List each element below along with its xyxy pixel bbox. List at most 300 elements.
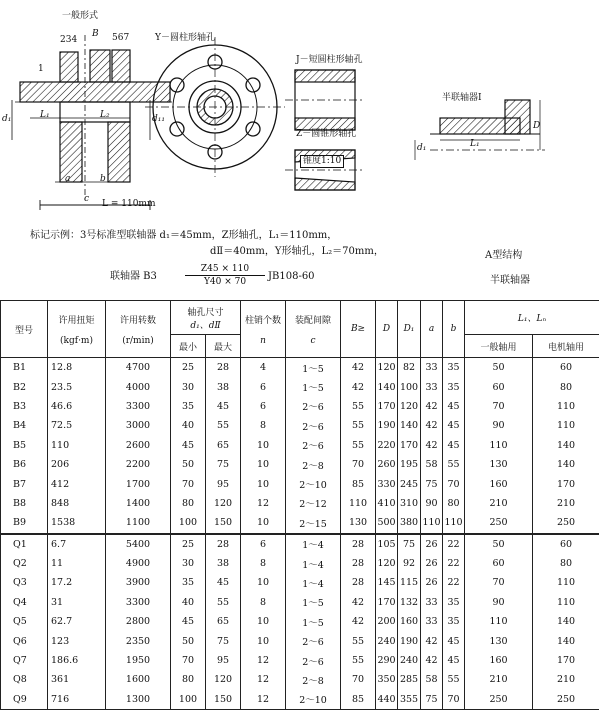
table-cell: 26 (421, 573, 443, 592)
table-cell: 170 (376, 397, 398, 416)
table-cell: 5400 (106, 534, 171, 554)
table-cell: 28 (341, 534, 376, 554)
table-cell: 6 (241, 534, 286, 554)
a-label: a (65, 175, 70, 184)
table-cell: 10 (241, 513, 286, 533)
dII-label: d₁₁ (152, 115, 165, 124)
table-cell: 1600 (106, 670, 171, 689)
table-cell: 2350 (106, 631, 171, 650)
header-bore-max: 最大 (206, 335, 241, 358)
table-cell: 80 (533, 554, 599, 573)
model-cell: Q2 (1, 554, 48, 573)
table-cell: 210 (465, 494, 533, 513)
part-1-label: 1 (38, 65, 44, 74)
table-cell: 350 (376, 670, 398, 689)
table-cell: 60 (465, 377, 533, 396)
model-cell: B1 (1, 358, 48, 378)
header-speed (106, 301, 171, 358)
table-cell: 220 (376, 436, 398, 455)
part-numbers-left: 234 (60, 36, 77, 45)
model-cell: Q8 (1, 670, 48, 689)
part-numbers-right: 567 (112, 34, 129, 43)
table-row (1, 534, 599, 554)
table-cell: 310 (398, 494, 421, 513)
table-cell: 140 (533, 612, 599, 631)
table-cell: 2～10 (286, 474, 341, 493)
table-cell: 206 (48, 455, 106, 474)
table-cell: 285 (398, 670, 421, 689)
table-cell: 140 (533, 631, 599, 650)
half-coupling-view (415, 100, 545, 160)
table-cell: 72.5 (48, 416, 106, 435)
table-cell: 260 (376, 455, 398, 474)
table-cell: 500 (376, 513, 398, 533)
table-cell: 30 (171, 377, 206, 396)
L1-label: L₁ (40, 111, 50, 120)
example-line-2: dⅡ＝40mm，Y形轴孔，L₂＝70mm， (210, 246, 384, 257)
table-cell: 45 (443, 397, 465, 416)
table-cell: 2～8 (286, 670, 341, 689)
table-cell: 355 (398, 690, 421, 710)
table-cell: 195 (398, 455, 421, 474)
table-cell: 42 (421, 436, 443, 455)
table-cell: 1400 (106, 494, 171, 513)
model-cell: B5 (1, 436, 48, 455)
table-cell: 10 (241, 455, 286, 474)
table-cell: 2600 (106, 436, 171, 455)
table-cell: 110 (533, 573, 599, 592)
table-cell: 120 (206, 494, 241, 513)
model-cell: B3 (1, 397, 48, 416)
table-cell: 55 (206, 593, 241, 612)
table-cell: 80 (443, 494, 465, 513)
table-cell: 12 (241, 651, 286, 670)
table-cell: 1～5 (286, 377, 341, 396)
model-cell: B4 (1, 416, 48, 435)
table-cell: 35 (443, 358, 465, 378)
table-cell: 45 (171, 436, 206, 455)
table-cell: 160 (465, 651, 533, 670)
table-cell: 33 (421, 377, 443, 396)
table-cell: 75 (398, 534, 421, 554)
group-b-rows (1, 358, 599, 534)
table-cell: 62.7 (48, 612, 106, 631)
table-cell: 1～4 (286, 573, 341, 592)
z-bore-label: Z－圆锥形轴孔 (296, 130, 356, 139)
table-row (1, 554, 599, 573)
table-row (1, 397, 599, 416)
table-row (1, 377, 599, 396)
table-cell: 100 (171, 690, 206, 710)
table-cell: 55 (206, 416, 241, 435)
table-cell: 10 (241, 631, 286, 650)
table-row (1, 416, 599, 435)
table-cell: 35 (171, 573, 206, 592)
table-cell: 10 (241, 612, 286, 631)
table-cell: 38 (206, 554, 241, 573)
table-cell: 70 (443, 474, 465, 493)
y-bore-label: Y－圆柱形轴孔 (155, 34, 215, 43)
table-cell: 1～5 (286, 358, 341, 378)
header-pins (241, 301, 286, 358)
table-cell: 70 (171, 474, 206, 493)
table-cell: 60 (533, 534, 599, 554)
table-cell: 250 (533, 690, 599, 710)
table-cell: 110 (421, 513, 443, 533)
table-cell: 55 (341, 416, 376, 435)
table-cell: 8 (241, 416, 286, 435)
d1-label: d₁ (2, 115, 11, 124)
header-bore-min: 最小 (171, 335, 206, 358)
table-cell: 1～5 (286, 593, 341, 612)
table-cell: 240 (376, 631, 398, 650)
table-cell: 95 (206, 474, 241, 493)
table-cell: 186.6 (48, 651, 106, 670)
table-cell: 45 (443, 651, 465, 670)
table-cell: 110 (465, 612, 533, 631)
table-cell: 140 (398, 416, 421, 435)
table-cell: 12.8 (48, 358, 106, 378)
table-cell: 410 (376, 494, 398, 513)
table-cell: 3300 (106, 397, 171, 416)
table-row (1, 670, 599, 689)
table-cell: 380 (398, 513, 421, 533)
table-cell: 412 (48, 474, 106, 493)
header-torque-unit: (kgf·m) (60, 336, 93, 346)
table-cell: 50 (171, 631, 206, 650)
table-cell: 210 (465, 670, 533, 689)
table-cell: 140 (376, 377, 398, 396)
table-cell: 38 (206, 377, 241, 396)
header-B: B≥ (341, 301, 376, 358)
table-row (1, 651, 599, 670)
table-cell: 80 (171, 494, 206, 513)
table-cell: 23.5 (48, 377, 106, 396)
table-cell: 28 (341, 573, 376, 592)
d1-right-label: d₁ (417, 144, 426, 153)
table-cell: 42 (341, 377, 376, 396)
table-row (1, 436, 599, 455)
header-b: b (443, 301, 465, 358)
table-cell: 3900 (106, 573, 171, 592)
fraction-numerator: Z45 × 110 (185, 264, 265, 276)
model-cell: Q6 (1, 631, 48, 650)
L2-label: L₂ (100, 111, 110, 120)
model-cell: Q5 (1, 612, 48, 631)
table-cell: 70 (341, 455, 376, 474)
table-cell: 42 (341, 593, 376, 612)
table-cell: 45 (443, 631, 465, 650)
table-cell: 50 (465, 358, 533, 378)
standard-number: JB108-60 (268, 271, 315, 282)
table-cell: 848 (48, 494, 106, 513)
table-cell: 25 (171, 534, 206, 554)
table-cell: 361 (48, 670, 106, 689)
table-cell: 35 (443, 377, 465, 396)
table-cell: 1100 (106, 513, 171, 533)
table-cell: 140 (533, 455, 599, 474)
header-bore-label: 轴孔尺寸 (188, 308, 224, 318)
table-cell: 85 (341, 690, 376, 710)
table-cell: 33 (421, 612, 443, 631)
table-cell: 85 (341, 474, 376, 493)
table-cell: 1950 (106, 651, 171, 670)
table-cell: 8 (241, 554, 286, 573)
table-cell: 2～8 (286, 455, 341, 474)
L1-right-label: L₁ (470, 140, 480, 149)
header-speed-label: 许用转数 (120, 316, 156, 326)
table-cell: 17.2 (48, 573, 106, 592)
b-dimension-label: B (92, 30, 99, 39)
header-gap-symbol: c (310, 336, 315, 346)
type-a-label: A型结构 (485, 250, 522, 261)
table-cell: 1～4 (286, 554, 341, 573)
header-L-general: 一般轴用 (465, 335, 533, 358)
model-cell: Q3 (1, 573, 48, 592)
table-cell: 2～10 (286, 690, 341, 710)
table-cell: 150 (206, 513, 241, 533)
model-cell: B8 (1, 494, 48, 513)
table-cell: 40 (171, 416, 206, 435)
table-cell: 170 (398, 436, 421, 455)
table-cell: 12 (241, 670, 286, 689)
table-cell: 210 (533, 494, 599, 513)
table-cell: 58 (421, 455, 443, 474)
table-cell: 170 (533, 651, 599, 670)
half-coupling-caption: 半联轴器 (490, 275, 530, 286)
table-cell: 110 (443, 513, 465, 533)
table-cell: 11 (48, 554, 106, 573)
table-cell: 70 (465, 397, 533, 416)
table-cell: 42 (341, 358, 376, 378)
table-cell: 100 (171, 513, 206, 533)
table-cell: 33 (421, 358, 443, 378)
model-cell: B9 (1, 513, 48, 533)
table-cell: 110 (341, 494, 376, 513)
table-cell: 45 (171, 612, 206, 631)
table-cell: 6 (241, 397, 286, 416)
table-cell: 25 (171, 358, 206, 378)
table-cell: 3300 (106, 593, 171, 612)
table-cell: 75 (421, 690, 443, 710)
table-cell: 55 (443, 455, 465, 474)
table-cell: 6 (241, 377, 286, 396)
table-cell: 90 (465, 416, 533, 435)
table-cell: 22 (443, 554, 465, 573)
table-cell: 35 (171, 397, 206, 416)
table-cell: 26 (421, 554, 443, 573)
table-cell: 65 (206, 612, 241, 631)
table-cell: 70 (465, 573, 533, 592)
table-row (1, 593, 599, 612)
table-cell: 10 (241, 436, 286, 455)
table-cell: 90 (421, 494, 443, 513)
table-cell: 105 (376, 534, 398, 554)
j-bore-label: J－短圆柱形轴孔 (296, 56, 363, 65)
header-gap-label: 装配间隙 (295, 316, 331, 326)
table-cell: 2～15 (286, 513, 341, 533)
table-cell: 190 (376, 416, 398, 435)
table-cell: 55 (341, 631, 376, 650)
table-cell: 12 (241, 494, 286, 513)
table-cell: 4700 (106, 358, 171, 378)
table-cell: 2～6 (286, 436, 341, 455)
table-cell: 45 (443, 416, 465, 435)
model-cell: B6 (1, 455, 48, 474)
table-cell: 120 (376, 554, 398, 573)
table-cell: 440 (376, 690, 398, 710)
table-cell: 82 (398, 358, 421, 378)
table-cell: 10 (241, 573, 286, 592)
table-cell: 46.6 (48, 397, 106, 416)
table-cell: 120 (398, 397, 421, 416)
header-torque-label: 许用扭矩 (58, 316, 94, 326)
header-torque (48, 301, 106, 358)
table-row (1, 455, 599, 474)
table-cell: 100 (398, 377, 421, 396)
group-q-rows (1, 534, 599, 710)
table-cell: 30 (171, 554, 206, 573)
table-cell: 245 (398, 474, 421, 493)
table-cell: 75 (421, 474, 443, 493)
table-cell: 10 (241, 474, 286, 493)
header-bore-sub: d₁、dⅡ (190, 321, 220, 331)
table-row (1, 474, 599, 493)
table-cell: 33 (421, 593, 443, 612)
table-cell: 26 (421, 534, 443, 554)
table-cell: 95 (206, 651, 241, 670)
table-cell: 1538 (48, 513, 106, 533)
table-cell: 75 (206, 631, 241, 650)
table-cell: 58 (421, 670, 443, 689)
table-cell: 2800 (106, 612, 171, 631)
header-speed-unit: (r/min) (122, 336, 154, 346)
table-cell: 240 (398, 651, 421, 670)
table-row (1, 513, 599, 533)
example-line-1: 标记示例：3号标准型联轴器 d₁＝45mm，Z形轴孔，L₁＝110mm， (30, 230, 337, 241)
header-L-motor: 电机轴用 (533, 335, 599, 358)
table-cell: 28 (206, 358, 241, 378)
table-cell: 140 (533, 436, 599, 455)
table-cell: 4000 (106, 377, 171, 396)
table-cell: 130 (341, 513, 376, 533)
table-cell: 170 (533, 474, 599, 493)
table-cell: 2～6 (286, 631, 341, 650)
table-cell: 6.7 (48, 534, 106, 554)
table-cell: 50 (465, 534, 533, 554)
table-cell: 170 (376, 593, 398, 612)
header-D1: D₁ (398, 301, 421, 358)
header-bore (171, 301, 241, 335)
table-cell: 250 (533, 513, 599, 533)
header-gap (286, 301, 341, 358)
table-cell: 330 (376, 474, 398, 493)
table-cell: 2200 (106, 455, 171, 474)
table-cell: 50 (171, 455, 206, 474)
model-cell: B7 (1, 474, 48, 493)
table-cell: 190 (398, 631, 421, 650)
table-cell: 250 (465, 513, 533, 533)
table-cell: 2～6 (286, 651, 341, 670)
table-cell: 28 (206, 534, 241, 554)
end-view (145, 37, 285, 177)
table-cell: 80 (533, 377, 599, 396)
table-cell: 160 (398, 612, 421, 631)
table-cell: 31 (48, 593, 106, 612)
table-cell: 115 (398, 573, 421, 592)
table-cell: 22 (443, 573, 465, 592)
table-row (1, 612, 599, 631)
table-cell: 120 (376, 358, 398, 378)
table-cell: 110 (533, 416, 599, 435)
table-cell: 120 (206, 670, 241, 689)
table-cell: 716 (48, 690, 106, 710)
table-row (1, 494, 599, 513)
table-cell: 65 (206, 436, 241, 455)
table-cell: 55 (341, 397, 376, 416)
table-cell: 1300 (106, 690, 171, 710)
table-cell: 35 (443, 612, 465, 631)
table-cell: 40 (171, 593, 206, 612)
table-cell: 4 (241, 358, 286, 378)
table-cell: 110 (48, 436, 106, 455)
table-cell: 123 (48, 631, 106, 650)
fraction-denominator: Y40 × 70 (185, 276, 265, 287)
model-cell: Q1 (1, 534, 48, 554)
model-cell: Q9 (1, 690, 48, 710)
model-cell: Q7 (1, 651, 48, 670)
table-cell: 132 (398, 593, 421, 612)
table-cell: 35 (443, 593, 465, 612)
general-form-label: 一般形式 (62, 12, 98, 21)
table-cell: 45 (206, 397, 241, 416)
c-label: c (84, 195, 89, 204)
table-cell: 45 (206, 573, 241, 592)
table-cell: 110 (533, 593, 599, 612)
table-cell: 42 (421, 416, 443, 435)
D-label: D (533, 122, 540, 131)
table-cell: 2～6 (286, 416, 341, 435)
table-cell: 2～12 (286, 494, 341, 513)
table-cell: 70 (341, 670, 376, 689)
table-cell: 130 (465, 631, 533, 650)
table-cell: 70 (171, 651, 206, 670)
table-row (1, 573, 599, 592)
table-cell: 110 (533, 397, 599, 416)
table-cell: 60 (533, 358, 599, 378)
table-cell: 4900 (106, 554, 171, 573)
header-model: 型号 (1, 301, 48, 358)
table-cell: 42 (421, 397, 443, 416)
table-cell: 42 (421, 631, 443, 650)
table-cell: 55 (341, 651, 376, 670)
total-length-label: L = 110mm (102, 200, 156, 209)
table-cell: 200 (376, 612, 398, 631)
header-D: D (376, 301, 398, 358)
table-cell: 80 (171, 670, 206, 689)
table-cell: 90 (465, 593, 533, 612)
table-cell: 28 (341, 554, 376, 573)
model-cell: Q4 (1, 593, 48, 612)
table-cell: 8 (241, 593, 286, 612)
marking-fraction (185, 264, 265, 287)
table-cell: 1700 (106, 474, 171, 493)
b-label: b (100, 175, 106, 184)
header-pins-label: 柱销个数 (245, 316, 281, 326)
table-cell: 145 (376, 573, 398, 592)
coupling-spec-table (0, 300, 599, 710)
table-cell: 70 (443, 690, 465, 710)
